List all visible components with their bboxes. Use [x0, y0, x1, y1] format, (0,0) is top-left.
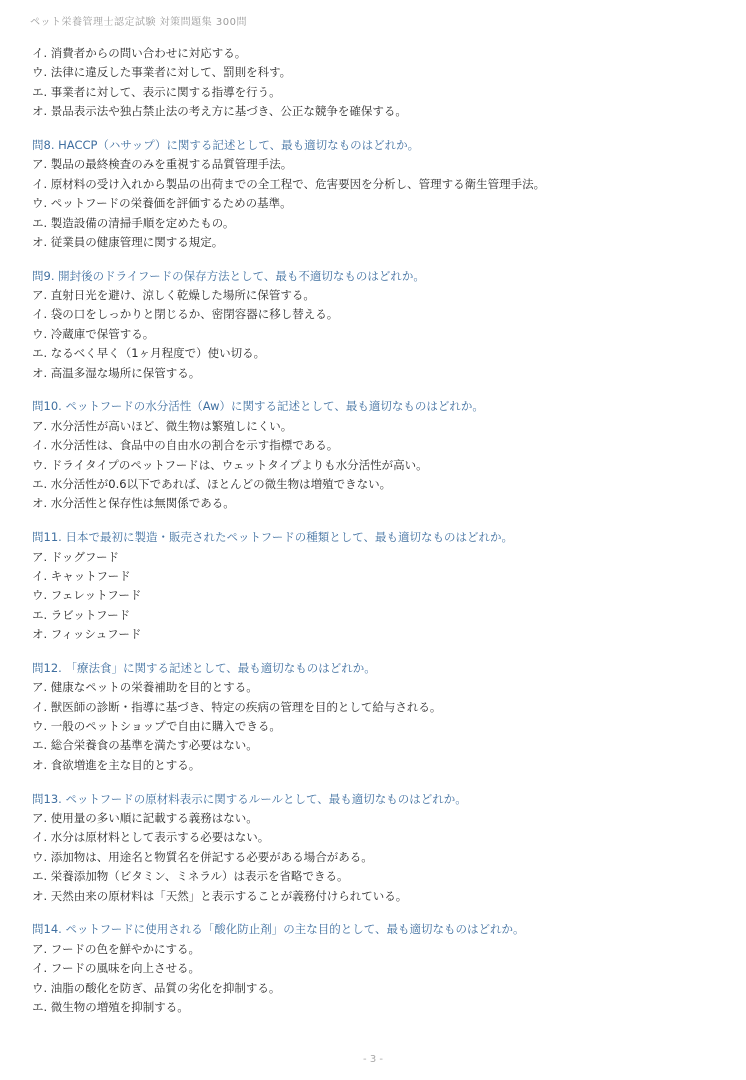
option-line: ア. 直射日光を避け、涼しく乾燥した場所に保管する。	[32, 288, 315, 303]
carryover-options	[32, 44, 722, 122]
option-line: エ. ラビットフード	[32, 607, 131, 622]
option-line: オ. 高温多湿な場所に保管する。	[32, 365, 201, 380]
option-line: オ. 天然由来の原材料は「天然」と表示することが義務付けられている。	[32, 888, 408, 903]
option-line: イ. 消費者からの問い合わせに対応する。	[32, 46, 247, 60]
option-line: エ. なるべく早く（1ヶ月程度で）使い切る。	[32, 346, 266, 361]
option-line: エ. 総合栄養食の基準を満たす必要はない。	[32, 738, 258, 753]
page-number: - 3 -	[363, 1054, 383, 1065]
question-8	[32, 136, 722, 252]
question-title: 問10. ペットフードの水分活性（Aw）に関する記述として、最も適切なものはどれか。	[32, 399, 484, 414]
question-14	[32, 920, 722, 1017]
option-line: イ. 水分活性は、食品中の自由水の割合を示す指標である。	[32, 438, 339, 453]
option-line: オ. 水分活性と保存性は無関係である。	[32, 496, 235, 511]
option-line: エ. 製造設備の清掃手順を定めたもの。	[32, 215, 235, 230]
option-line: オ. 従業員の健康管理に関する規定。	[32, 234, 224, 249]
question-title: 問9. 開封後のドライフードの保存方法として、最も不適切なものはどれか。	[32, 268, 425, 283]
option-line: ウ. 法律に違反した事業者に対して、罰則を科す。	[32, 65, 292, 80]
option-line: イ. フードの風味を向上させる。	[32, 961, 200, 976]
question-11	[32, 528, 722, 644]
question-title: 問8. HACCP（ハサップ）に関する記述として、最も適切なものはどれか。	[32, 137, 420, 152]
option-line: エ. 栄養添加物（ビタミン、ミネラル）は表示を省略できる。	[32, 869, 349, 884]
question-title: 問14. ペットフードに使用される「酸化防止剤」の主な目的として、最も適切なものはどれか。	[32, 922, 525, 937]
option-line: エ. 微生物の増殖を抑制する。	[32, 999, 189, 1014]
option-line: オ. 食欲増進を主な目的とする。	[32, 757, 201, 772]
question-12	[32, 659, 722, 775]
option-line: ア. 使用量の多い順に記載する義務はない。	[32, 811, 258, 826]
option-line: ア. 健康なペットの栄養補助を目的とする。	[32, 680, 258, 695]
option-line: オ. フィッシュフード	[32, 627, 142, 642]
option-line: イ. キャットフード	[32, 568, 131, 583]
question-title: 問11. 日本で最初に製造・販売されたペットフードの種類として、最も適切なものはどれか。	[32, 530, 514, 545]
option-line: ウ. フェレットフード	[32, 588, 142, 603]
option-line: ウ. 冷蔵庫で保管する。	[32, 326, 155, 341]
option-line: ア. ドッグフード	[32, 549, 120, 564]
option-line: イ. 水分は原材料として表示する必要はない。	[32, 830, 270, 845]
question-title: 問13. ペットフードの原材料表示に関するルールとして、最も適切なものはどれか。	[32, 791, 467, 806]
option-line: ウ. ペットフードの栄養価を評価するための基準。	[32, 196, 292, 211]
option-line: エ. 水分活性が0.6以下であれば、ほとんどの微生物は増殖できない。	[32, 476, 392, 491]
option-line: ア. フードの色を鮮やかにする。	[32, 941, 200, 956]
option-line: エ. 事業者に対して、表示に関する指導を行う。	[32, 84, 281, 99]
question-9	[32, 267, 722, 383]
page-header: ペット栄養管理士認定試験 対策問題集 300問	[30, 17, 247, 28]
option-line: イ. 原材料の受け入れから製品の出荷までの全工程で、危害要因を分析し、管理する衛生管理手法。	[32, 176, 546, 191]
question-10	[32, 397, 722, 513]
option-line: イ. 獣医師の診断・指導に基づき、特定の疾病の管理を目的として給与される。	[32, 699, 442, 714]
option-line: イ. 袋の口をしっかりと閉じるか、密閉容器に移し替える。	[32, 307, 339, 322]
option-line: ウ. ドライタイプのペットフードは、ウェットタイプよりも水分活性が高い。	[32, 457, 428, 472]
option-line: ア. 製品の最終検査のみを重視する品質管理手法。	[32, 157, 293, 172]
question-13	[32, 790, 722, 906]
document-body	[32, 44, 722, 1032]
option-line: オ. 景品表示法や独占禁止法の考え方に基づき、公正な競争を確保する。	[32, 104, 407, 119]
option-line: ウ. 添加物は、用途名と物質名を併記する必要がある場合がある。	[32, 849, 373, 864]
option-line: ウ. 一般のペットショップで自由に購入できる。	[32, 719, 281, 734]
question-title: 問12. 「療法食」に関する記述として、最も適切なものはどれか。	[32, 660, 376, 675]
option-line: ア. 水分活性が高いほど、微生物は繁殖しにくい。	[32, 418, 293, 433]
option-line: ウ. 油脂の酸化を防ぎ、品質の劣化を抑制する。	[32, 980, 281, 995]
